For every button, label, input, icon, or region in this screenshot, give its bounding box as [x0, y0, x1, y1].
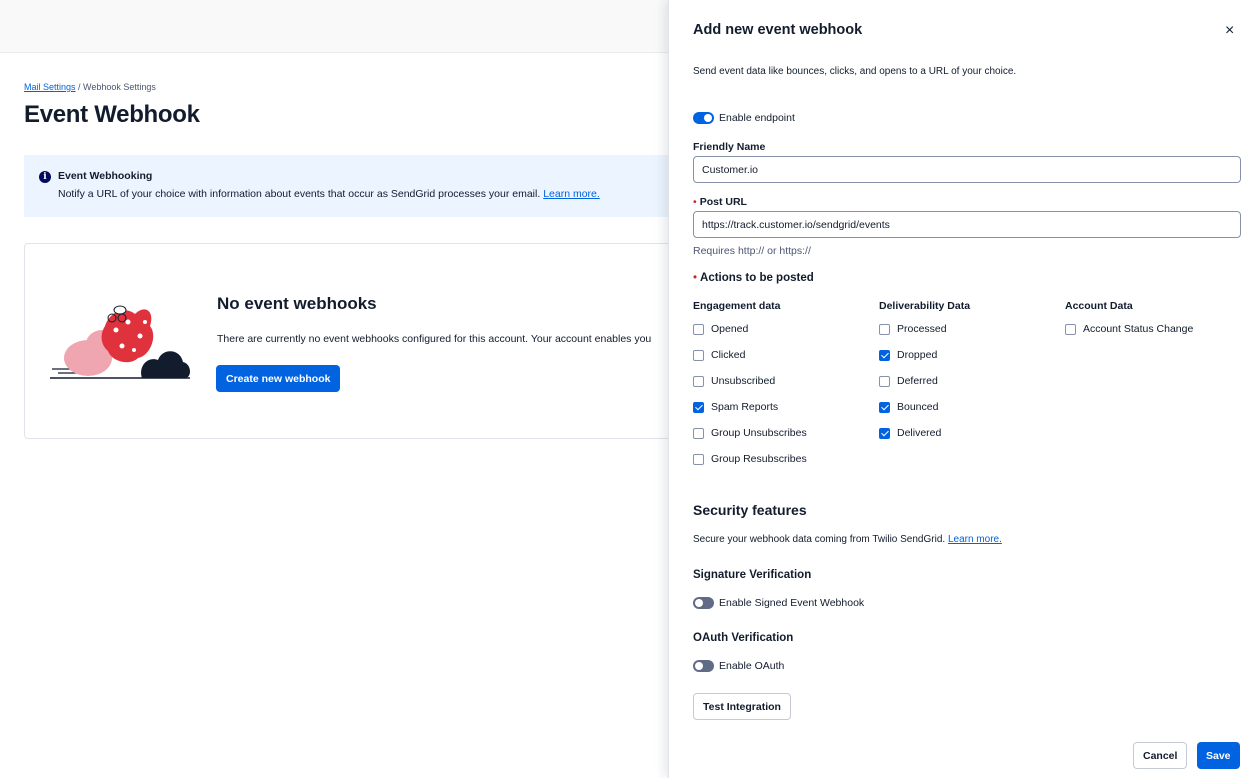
engagement-data-heading: Engagement data [693, 300, 781, 312]
post-url-label-text: Post URL [699, 196, 747, 208]
cancel-button[interactable]: Cancel [1133, 742, 1187, 769]
checkbox-deferred[interactable] [879, 374, 938, 388]
checkbox-label: Processed [897, 323, 947, 335]
breadcrumb-link-mail-settings[interactable]: Mail Settings [24, 82, 76, 92]
post-url-help-text: Requires http:// or https:// [693, 245, 811, 257]
friendly-name-input[interactable] [693, 156, 1241, 183]
checkbox-label: Group Resubscribes [711, 453, 807, 465]
checkbox-opened[interactable] [693, 322, 748, 336]
info-title: Event Webhooking [58, 170, 153, 182]
checkbox-box[interactable] [879, 376, 890, 387]
checkbox-box[interactable] [693, 376, 704, 387]
checkbox-dropped[interactable] [879, 348, 937, 362]
security-features-description [693, 534, 1002, 545]
security-learn-more-link[interactable]: Learn more. [947, 534, 1002, 545]
deliverability-data-heading: Deliverability Data [879, 300, 971, 312]
checkbox-box-checked[interactable] [693, 402, 704, 413]
friendly-name-label: Friendly Name [693, 141, 766, 153]
empty-state-card [24, 243, 684, 439]
checkbox-unsubscribed[interactable] [693, 374, 775, 388]
save-button[interactable]: Save [1197, 742, 1240, 769]
checkbox-spam-reports[interactable] [693, 400, 778, 414]
create-new-webhook-button[interactable]: Create new webhook [216, 365, 340, 392]
toggle-knob [695, 599, 703, 607]
account-data-heading: Account Data [1065, 300, 1133, 312]
info-text-body: Notify a URL of your choice with information about events that occur as SendGrid processes your email. [58, 188, 544, 200]
checkbox-box[interactable] [693, 454, 704, 465]
checkbox-label: Unsubscribed [711, 375, 776, 387]
checkbox-label: Delivered [897, 427, 942, 439]
oauth-toggle[interactable] [693, 660, 714, 672]
checkbox-box[interactable] [693, 324, 704, 335]
signed-event-webhook-label: Enable Signed Event Webhook [719, 597, 865, 609]
checkbox-box[interactable] [879, 324, 890, 335]
main-page [0, 53, 668, 778]
enable-endpoint-label: Enable endpoint [719, 112, 795, 124]
actions-label [693, 272, 814, 284]
oauth-label: Enable OAuth [719, 660, 785, 672]
checkbox-box[interactable] [693, 350, 704, 361]
checkbox-group-unsubscribes[interactable] [693, 426, 807, 440]
empty-state-text: There are currently no event webhooks configured for this account. Your account enables you [217, 333, 652, 345]
checkbox-label: Group Unsubscribes [711, 427, 807, 439]
close-icon[interactable]: × [1225, 22, 1235, 39]
security-features-title: Security features [693, 502, 807, 518]
required-mark: • [693, 196, 697, 208]
checkbox-box-checked[interactable] [879, 428, 890, 439]
test-integration-button[interactable]: Test Integration [693, 693, 791, 720]
checkbox-label: Clicked [711, 349, 746, 361]
checkbox-box[interactable] [1065, 324, 1076, 335]
info-icon: i [39, 171, 51, 183]
checkbox-bounced[interactable] [879, 400, 938, 414]
checkbox-account-status-change[interactable] [1065, 322, 1193, 336]
required-mark: • [693, 272, 698, 284]
empty-state-title: No event webhooks [217, 294, 377, 313]
checkbox-box-checked[interactable] [879, 402, 890, 413]
panel-description: Send event data like bounces, clicks, and opens to a URL of your choice. [693, 66, 1017, 77]
checkbox-delivered[interactable] [879, 426, 941, 440]
checkbox-box[interactable] [693, 428, 704, 439]
post-url-input[interactable] [693, 211, 1241, 238]
oauth-verification-title: OAuth Verification [693, 632, 794, 644]
checkbox-label: Account Status Change [1083, 323, 1194, 335]
actions-label-text: Actions to be posted [700, 272, 814, 284]
enable-endpoint-toggle[interactable] [693, 112, 714, 124]
checkbox-label: Dropped [897, 349, 938, 361]
toggle-knob [704, 114, 712, 122]
checkbox-processed[interactable] [879, 322, 947, 336]
checkbox-box-checked[interactable] [879, 350, 890, 361]
checkbox-label: Spam Reports [711, 401, 779, 413]
signature-verification-title: Signature Verification [693, 569, 812, 581]
info-text [58, 188, 600, 200]
toggle-knob [695, 662, 703, 670]
checkbox-label: Opened [711, 323, 749, 335]
checkbox-label: Bounced [897, 401, 939, 413]
page-title: Event Webhook [24, 101, 200, 128]
panel-title: Add new event webhook [693, 22, 863, 38]
signed-event-webhook-toggle[interactable] [693, 597, 714, 609]
breadcrumb-separator: / [75, 82, 84, 92]
breadcrumb [24, 82, 156, 92]
security-description-text: Secure your webhook data coming from Twilio SendGrid. [693, 534, 948, 545]
checkbox-group-resubscribes[interactable] [693, 452, 807, 466]
info-learn-more-link[interactable]: Learn more. [543, 188, 600, 200]
add-webhook-panel [668, 0, 1258, 778]
checkbox-clicked[interactable] [693, 348, 745, 362]
info-callout [24, 155, 684, 217]
checkbox-label: Deferred [897, 375, 938, 387]
empty-state-illustration [50, 296, 195, 386]
post-url-label [693, 196, 747, 208]
breadcrumb-current: Webhook Settings [83, 82, 156, 92]
